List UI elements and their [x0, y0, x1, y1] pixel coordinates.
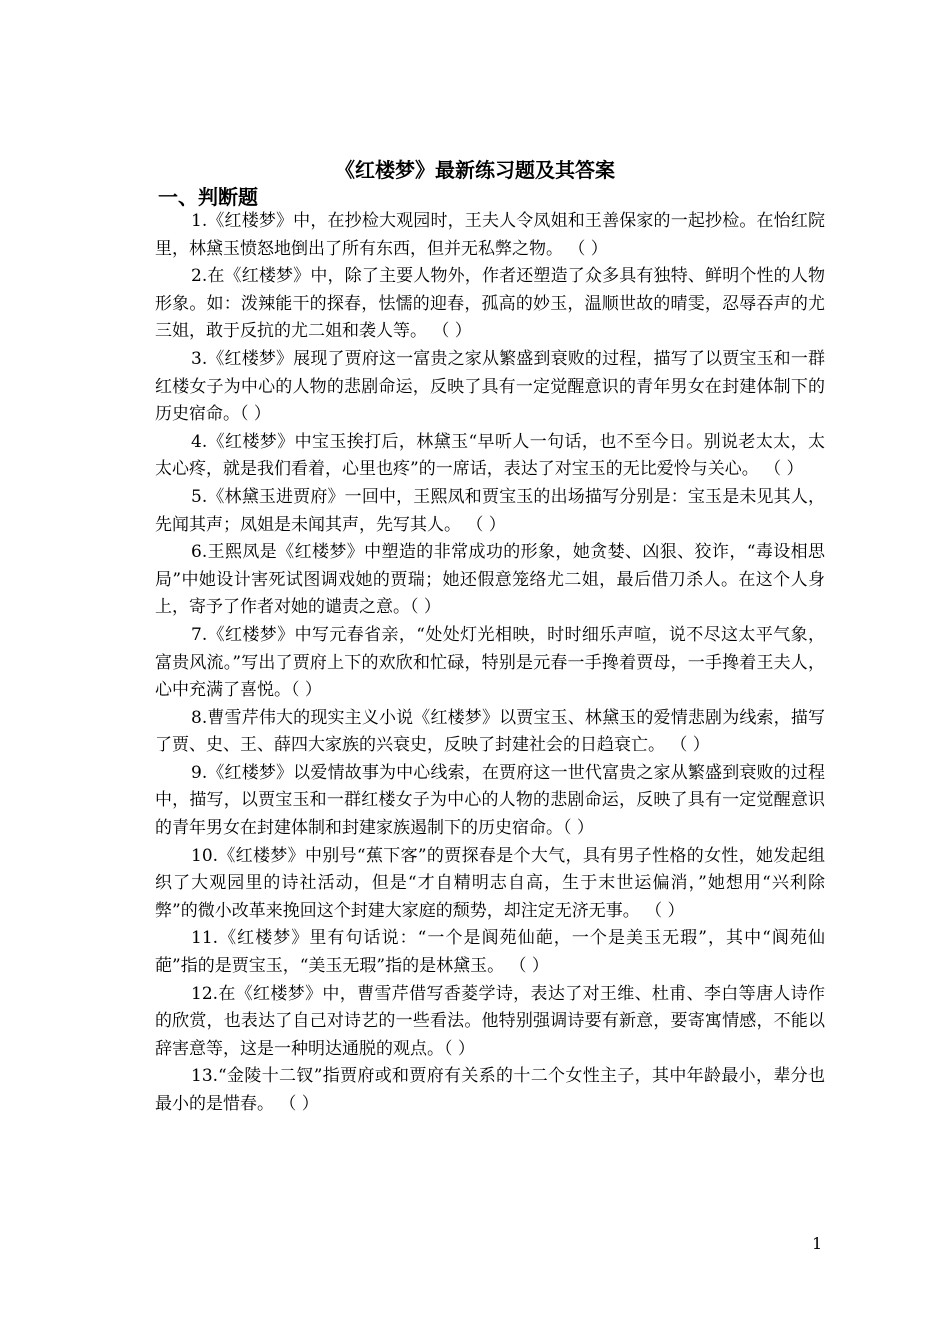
question-list [155, 208, 825, 1119]
question-8: 8.曹雪芹伟大的现实主义小说《红楼梦》以贾宝玉、林黛玉的爱情悲剧为线索，描写了贾、史、王、薛四大家族的兴衰史，反映了封建社会的日趋衰亡。 （ ） [155, 707, 825, 756]
section-heading: 一、判断题 [158, 185, 258, 209]
question-9: 9.《红楼梦》以爱情故事为中心线索，在贾府这一世代富贵之家从繁盛到衰败的过程中，描写，以贾宝玉和一群红楼女子为中心的人物的悲剧命运，反映了具有一定觉醒意识的青年男女在封建体制和封建家族遏制下的历史宿命。（ ） [155, 762, 825, 839]
question-1: 1.《红楼梦》中，在抄检大观园时，王夫人令凤姐和王善保家的一起抄检。在怡红院里，林黛玉愤怒地倒出了所有东西，但并无私弊之物。 （ ） [155, 211, 825, 259]
question-4: 4.《红楼梦》中宝玉挨打后，林黛玉“早听人一句话，也不至今日。别说老太太，太太心疼，就是我们看着，心里也疼”的一席话，表达了对宝玉的无比爱怜与关心。 （ ） [155, 431, 825, 480]
question-2: 2.在《红楼梦》中，除了主要人物外，作者还塑造了众多具有独特、鲜明个性的人物形象。如：泼辣能干的探春，怯懦的迎春，孤高的妙玉，温顺世故的晴雯，忍辱吞声的尤三姐，敢于反抗的尤二姐和袭人等。 （ ） [155, 266, 825, 342]
question-13: 13.“金陵十二钗”指贾府或和贾府有关系的十二个女性主子，其中年龄最小，辈分也最小的是惜春。 （ ） [155, 1066, 825, 1114]
question-6: 6.王熙凤是《红楼梦》中塑造的非常成功的形象，她贪婪、凶狠、狡诈，“毒设相思局”中她设计害死试图调戏她的贾瑞；她还假意笼络尤二姐，最后借刀杀人。在这个人身上，寄予了作者对她的谴责之意。（ ） [155, 542, 825, 618]
question-7: 7.《红楼梦》中写元春省亲，“处处灯光相映，时时细乐声喧，说不尽这太平气象，富贵风流。”写出了贾府上下的欢欣和忙碌，特别是元春一手搀着贾母，一手搀着王夫人，心中充满了喜悦。（ ） [155, 624, 825, 701]
question-10: 10.《红楼梦》中别号“蕉下客”的贾探春是个大气，具有男子性格的女性，她发起组织了大观园里的诗社活动，但是“才自精明志自高，生于末世运偏消，”她想用“兴利除弊”的微小改革来挽回这个封建大家庭的颓势，却注定无济无事。 （ ） [155, 845, 825, 921]
question-11: 11.《红楼梦》里有句话说：“一个是阆苑仙葩，一个是美玉无瑕”，其中“阆苑仙葩”指的是贾宝玉，“美玉无瑕”指的是林黛玉。 （ ） [155, 928, 825, 977]
question-3: 3.《红楼梦》展现了贾府这一富贵之家从繁盛到衰败的过程，描写了以贾宝玉和一群红楼女子为中心的人物的悲剧命运，反映了具有一定觉醒意识的青年男女在封建体制下的历史宿命。（ ） [155, 348, 825, 425]
question-5: 5.《林黛玉进贾府》一回中，王熙凤和贾宝玉的出场描写分别是：宝玉是未见其人，先闻其声；凤姐是未闻其声，先写其人。 （ ） [155, 486, 825, 535]
document-title: 《红楼梦》最新练习题及其答案 [335, 158, 615, 182]
question-12: 12.在《红楼梦》中，曹雪芹借写香菱学诗，表达了对王维、杜甫、李白等唐人诗作的欣赏，也表达了自己对诗艺的一些看法。他特别强调诗要有新意，要寄寓情感，不能以辞害意等，这是一种明达通脱的观点。（ ） [155, 983, 825, 1059]
page-number: 1 [812, 1234, 823, 1253]
